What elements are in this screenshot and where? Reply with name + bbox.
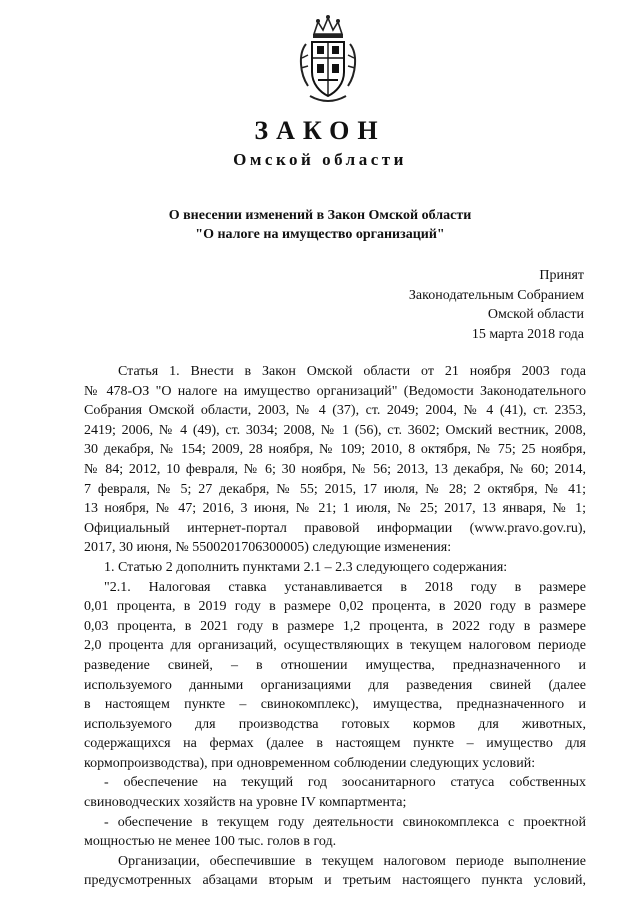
body-line: в настоящем пункте – свинокомплекс), имущества, предназначенного и [84, 697, 586, 713]
body-line: 2,0 процента для организаций, осуществляющих в текущем налоговом периоде [84, 638, 586, 654]
body-line: содержащихся на фермах (далее в настоящем пункте – имущество для [84, 736, 586, 752]
body-line: Статья 1. Внести в Закон Омской области от 21 ноября 2003 года [118, 364, 586, 379]
body-line: 2017, 30 июня, № 5500201706300005) следующие изменения: [84, 540, 452, 556]
body-line: используемого данными организациями для разведения свиней (далее [84, 677, 586, 693]
law-subject [0, 206, 640, 244]
adoption-block [409, 266, 584, 344]
adoption-line: Принят [539, 268, 584, 283]
body-line: Собрания Омской области, 2003, № 4 (37), ст. 2049; 2004, № 4 (41), ст. 2353, [84, 403, 586, 419]
body-line: 13 ноября, № 47; 2016, 3 июня, № 21; 1 июля, № 25; 2017, 13 января, № 1; [84, 501, 586, 517]
body-line: "2.1. Налоговая ставка устанавливается в 2018 году в размере [104, 579, 586, 595]
body-line: - обеспечение в текущем году деятельности свинокомплекса с проектной [104, 814, 586, 830]
body-line: разведение свиней, – в отношении имущества, предназначенного и [84, 657, 586, 673]
body-line: Официальный интернет-портал правовой информации (www.pravo.gov.ru), [84, 520, 586, 536]
law-subject-line: О внесении изменений в Закон Омской области [168, 208, 472, 223]
body-line: № 478-ОЗ "О налоге на имущество организаций" (Ведомости Законодательного [84, 383, 586, 399]
body-line: 30 декабря, № 154; 2009, 28 ноября, № 109; 2010, 8 октября, № 75; 25 ноября, [84, 442, 586, 458]
body-line: 2419; 2006, № 4 (49), ст. 3034; 2008, № 1 (56), ст. 3602; Омский вестник, 2008, [84, 422, 586, 438]
body-line: кормопроизводства), при одновременном соблюдении следующих условий: [84, 755, 536, 771]
body-line: предусмотренных абзацами вторым и третьим настоящего пункта условий, [84, 873, 586, 889]
body-line: используемого для производства готовых кормов для животных, [84, 716, 586, 732]
law-title: ЗАКОН [254, 116, 386, 145]
body-line: - обеспечение на текущий год зоосанитарного статуса собственных [104, 775, 586, 791]
body-line: мощностью не менее 100 тыс. голов в год. [84, 834, 337, 850]
body-line: № 84; 2012, 10 февраля, № 6; 30 ноября, № 56; 2013, 13 декабря, № 60; 2014, [84, 461, 586, 477]
body-line: 0,01 процента, в 2019 году в размере 0,02 процента, в 2020 году в размере [84, 599, 586, 615]
body-line: Организации, обеспечившие в текущем налоговом периоде выполнение [118, 853, 586, 869]
body-line: свиноводческих хозяйств на уровне IV компартмента; [84, 795, 407, 811]
adoption-line: Омской области [487, 307, 584, 322]
body-line: 0,03 процента, в 2021 году в размере 1,2 процента, в 2022 году в размере [84, 618, 586, 634]
adoption-date: 15 марта 2018 года [471, 326, 584, 342]
coat-of-arms-emblem [296, 14, 360, 106]
body-line: 7 февраля, № 5; 27 декабря, № 55; 2015, 17 июля, № 28; 2 октября, № 41; [84, 481, 586, 497]
law-body [84, 362, 586, 891]
law-subject-line: "О налоге на имущество организаций" [195, 227, 445, 242]
body-line: 1. Статью 2 дополнить пунктами 2.1 – 2.3 следующего содержания: [104, 559, 508, 575]
law-region: Омской области [233, 150, 407, 169]
adoption-line: Законодательным Собранием [408, 287, 584, 303]
